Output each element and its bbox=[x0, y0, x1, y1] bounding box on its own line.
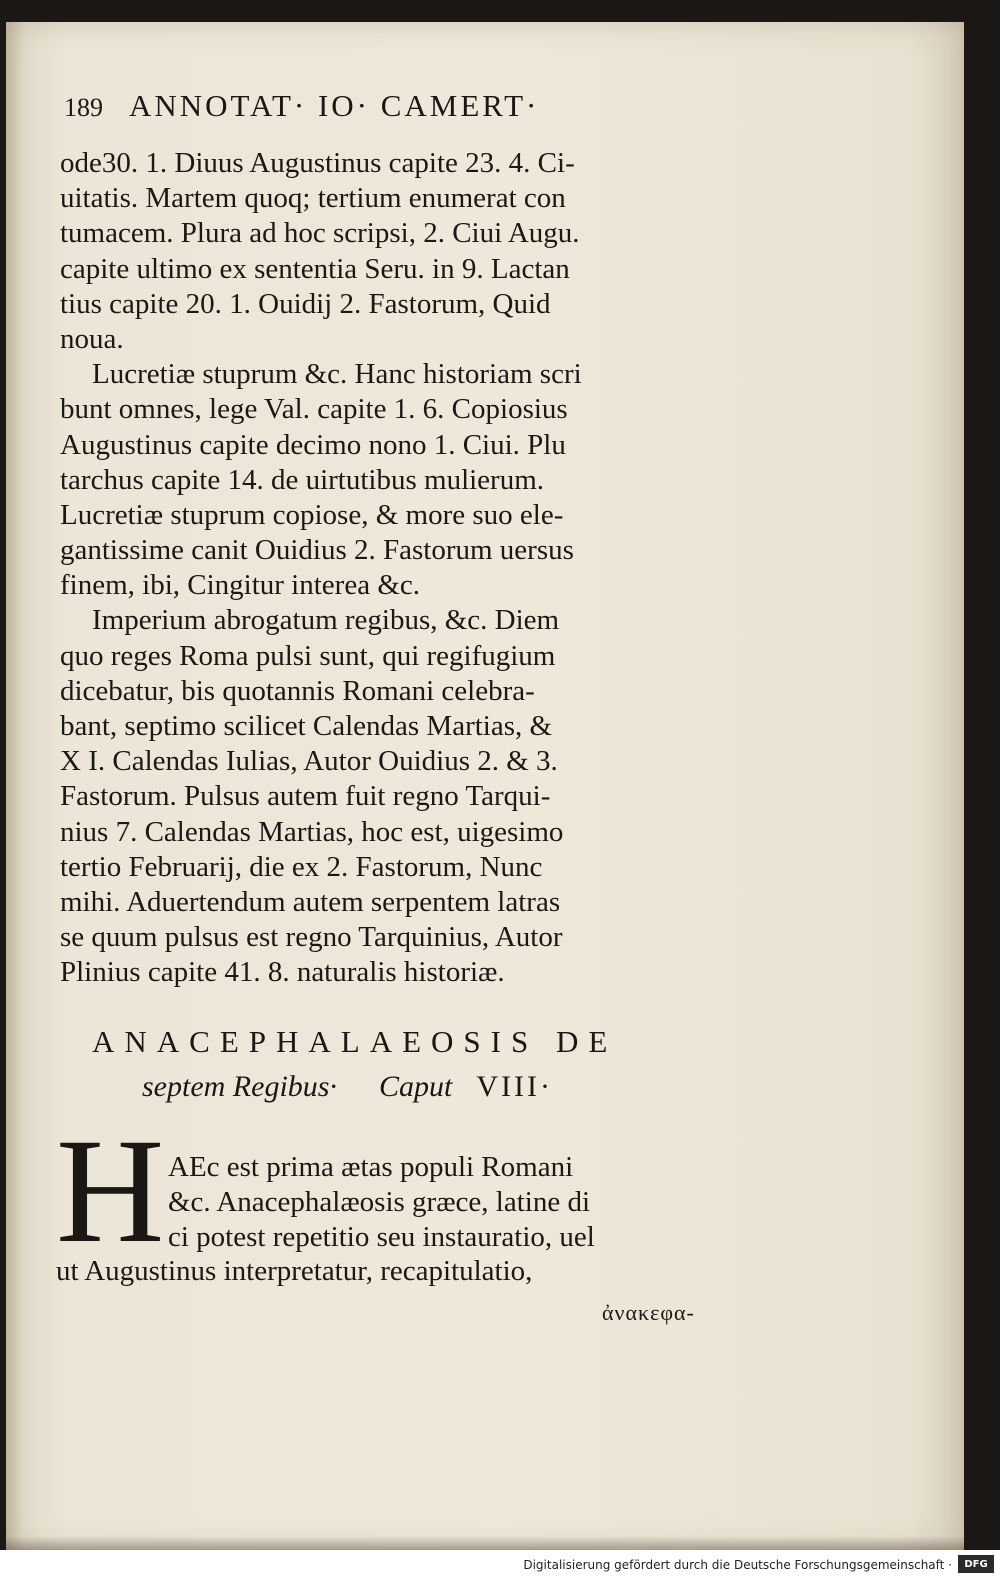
text-line: &c. Anacephalæosis græce, latine di bbox=[168, 1186, 591, 1219]
text-line: tertio Februarij, die ex 2. Fastorum, Nunc bbox=[60, 850, 543, 883]
text-line: Fastorum. Pulsus autem fuit regno Tarqui- bbox=[60, 780, 551, 813]
chapter-subtitle-text: septem Regibus· bbox=[142, 1070, 337, 1103]
text-line: ode30. 1. Diuus Augustinus capite 23. 4. Ci- bbox=[60, 147, 575, 179]
text-line: Lucretiæ stuprum &c. Hanc historiam scri bbox=[92, 358, 582, 391]
text-line: tius capite 20. 1. Ouidij 2. Fastorum, Quid bbox=[60, 287, 551, 320]
text-line: Imperium abrogatum regibus, &c. Diem bbox=[92, 604, 560, 637]
chapter-subtitle bbox=[142, 1070, 702, 1104]
text-line: bant, septimo scilicet Calendas Martias, & bbox=[60, 710, 553, 742]
catchword: ἀνακεφα- bbox=[602, 1300, 695, 1325]
text-line: capite ultimo ex sententia Seru. in 9. Lactan bbox=[60, 252, 570, 285]
caput-label: Caput bbox=[378, 1070, 453, 1103]
drop-capital: H bbox=[56, 1108, 165, 1274]
dfg-logo: DFG bbox=[958, 1555, 994, 1573]
text-line: uitatis. Martem quoq; tertium enumerat con bbox=[60, 182, 566, 215]
text-line: quo reges Roma pulsi sunt, qui regifugium bbox=[60, 639, 556, 672]
text-line: Plinius capite 41. 8. naturalis historiæ. bbox=[60, 956, 505, 989]
text-line: AEc est prima ætas populi Romani bbox=[168, 1151, 574, 1183]
annotation-body bbox=[60, 146, 740, 991]
text-line: nius 7. Calendas Martias, hoc est, uigesimo bbox=[60, 815, 564, 848]
text-line: mihi. Aduertendum autem serpentem latras bbox=[60, 885, 561, 918]
text-line: finem, ibi, Cingitur interea &c. bbox=[60, 569, 420, 602]
text-line: tumacem. Plura ad hoc scripsi, 2. Ciui Augu. bbox=[60, 217, 580, 250]
text-line: tarchus capite 14. de uirtutibus mulierum. bbox=[60, 463, 545, 496]
page-number: 189 bbox=[64, 93, 103, 122]
text-line: se quum pulsus est regno Tarquinius, Autor bbox=[60, 921, 563, 954]
running-head bbox=[64, 88, 714, 124]
text-line: ci potest repetitio seu instauratio, uel bbox=[168, 1221, 595, 1254]
text-line: X I. Calendas Iulias, Autor Ouidius 2. & 3. bbox=[60, 745, 558, 778]
chapter-body bbox=[168, 1150, 738, 1256]
text-line: dicebatur, bis quotannis Romani celebra- bbox=[60, 674, 535, 707]
text-line: noua. bbox=[60, 322, 124, 355]
text-line: Lucretiæ stuprum copiose, & more suo ele- bbox=[60, 498, 564, 531]
chapter-last-line: ut Augustinus interpretatur, recapitulatio, bbox=[56, 1255, 533, 1287]
chapter-heading: ANACEPHALAEOSIS DE bbox=[92, 1024, 618, 1059]
funding-credit: Digitalisierung gefördert durch die Deutsche Forschungsgemeinschaft · bbox=[523, 1558, 952, 1572]
text-line: Augustinus capite decimo nono 1. Ciui. Plu bbox=[60, 428, 566, 461]
text-line: gantissime canit Ouidius 2. Fastorum uersus bbox=[60, 534, 574, 567]
caput-number: VIII· bbox=[476, 1070, 553, 1103]
text-line: bunt omnes, lege Val. capite 1. 6. Copiosius bbox=[60, 393, 568, 426]
running-title: ANNOTAT· IO· CAMERT· bbox=[129, 88, 540, 123]
